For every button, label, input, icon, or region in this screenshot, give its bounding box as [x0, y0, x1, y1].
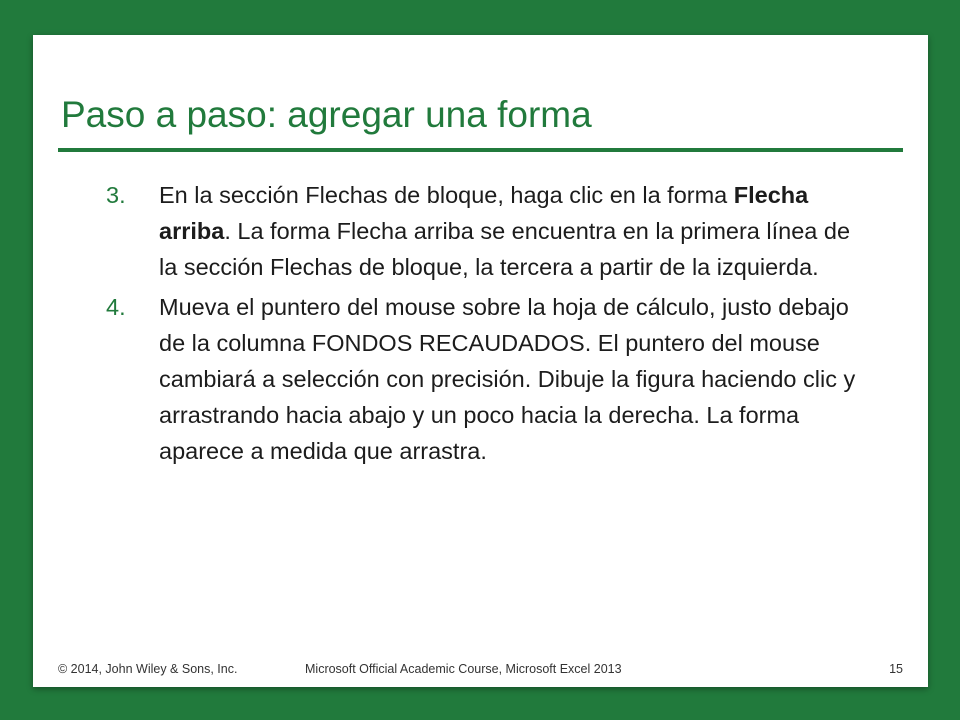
step-text-part: En la sección Flechas de bloque, haga clic en la forma	[159, 182, 734, 208]
step-bold-term: Flecha arriba	[159, 182, 809, 244]
footer-page-number: 15	[889, 662, 903, 676]
step-text: Mueva el puntero del mouse sobre la hoja de cálculo, justo debajo de la columna FONDOS RECAUDADOS. El puntero del mouse cambiará a selección con precisión. Dibuje la figura haciendo clic y arrastrando hacia abajo y un poco hacia la derecha. La forma aparece a medida que arrastra.	[159, 294, 856, 464]
step-3	[106, 177, 866, 285]
step-text-part: . La forma Flecha arriba se encuentra en la primera línea de la sección Flechas de bloque, la tercera a partir de la izquierda.	[159, 218, 851, 280]
footer-course: Microsoft Official Academic Course, Microsoft Excel 2013	[305, 662, 622, 676]
step-number: 3.	[106, 182, 126, 208]
footer-copyright: © 2014, John Wiley & Sons, Inc.	[58, 662, 238, 676]
step-text	[159, 182, 850, 280]
slide-title: Paso a paso: agregar una forma	[61, 94, 592, 135]
title-underline	[58, 148, 903, 152]
slide	[33, 35, 928, 687]
step-4	[106, 289, 866, 469]
steps-list	[106, 177, 866, 473]
step-number: 4.	[106, 294, 126, 320]
